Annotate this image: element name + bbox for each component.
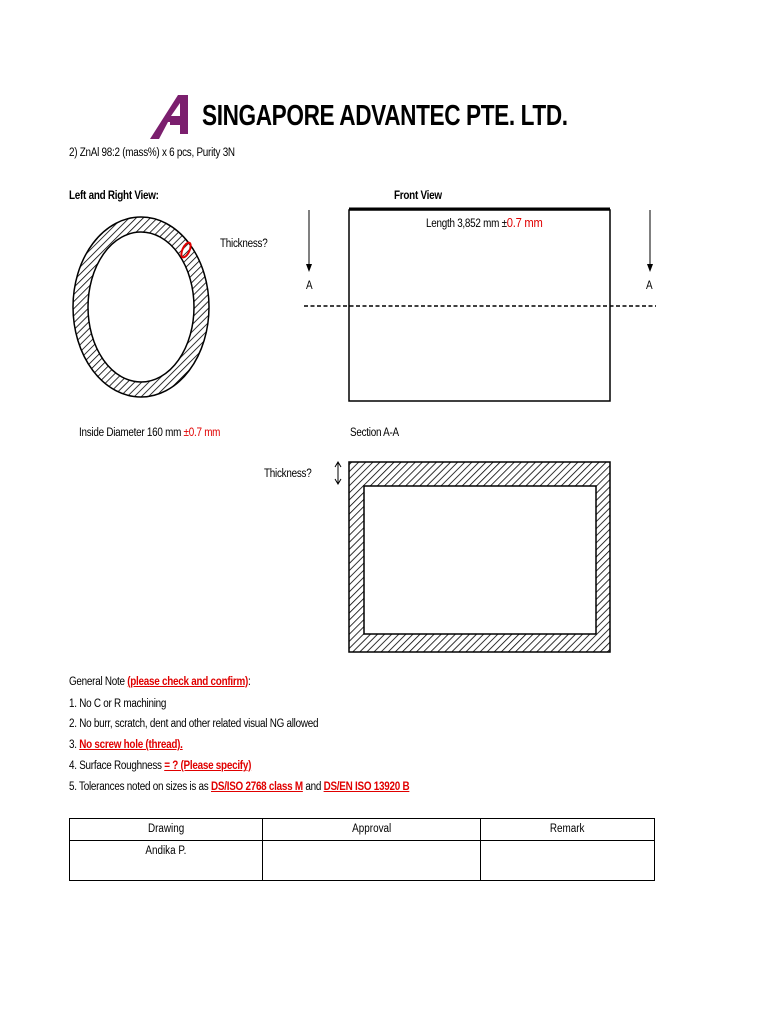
note-3-highlight: No screw hole (thread). <box>79 739 183 751</box>
thickness-label: Thickness? <box>220 238 268 250</box>
material-spec: 2) ZnAl 98:2 (mass%) x 6 pcs, Purity 3N <box>69 147 235 159</box>
thickness-double-arrow-icon <box>335 462 341 484</box>
note-3 <box>69 739 183 751</box>
section-arrow-left-icon <box>306 210 312 272</box>
length-tolerance: 0.7 mm <box>506 215 543 230</box>
section-title: Section A-A <box>350 427 399 439</box>
note-1: 1. No C or R machining <box>69 698 167 710</box>
inside-diameter-value: Inside Diameter 160 mm <box>79 427 182 439</box>
left-right-view-title: Left and Right View: <box>69 190 159 202</box>
header-drawing: Drawing <box>70 819 263 841</box>
note-4 <box>69 760 251 772</box>
section-marker-right: A <box>646 280 653 292</box>
section-marker-left: A <box>306 280 313 292</box>
note-5-standard-1: DS/ISO 2768 class M <box>210 781 303 793</box>
note-4-prefix: 4. Surface Roughness <box>69 760 162 772</box>
length-dimension <box>426 215 543 230</box>
note-heading-suffix: : <box>248 676 251 688</box>
front-view-title: Front View <box>394 190 442 202</box>
table-header-row <box>70 819 655 841</box>
section-thickness-label: Thickness? <box>264 468 312 480</box>
section-aa-drawing <box>349 462 610 652</box>
cell-approval <box>263 841 481 881</box>
note-heading-text: General Note <box>69 676 125 688</box>
ring-cross-section <box>73 217 209 397</box>
section-arrow-right-icon <box>647 210 653 272</box>
signoff-table <box>69 818 655 881</box>
header-remark: Remark <box>481 819 655 841</box>
company-name: SINGAPORE ADVANTEC PTE. LTD. <box>202 100 568 132</box>
length-value: Length 3,852 mm ± <box>426 218 507 230</box>
cell-remark <box>481 841 655 881</box>
inside-diameter <box>79 427 220 439</box>
general-note-heading <box>69 676 251 688</box>
header-approval: Approval <box>263 819 481 841</box>
note-2: 2. No burr, scratch, dent and other related visual NG allowed <box>69 718 319 730</box>
inside-diameter-tolerance: ±0.7 mm <box>183 427 221 439</box>
cell-drawing: Andika P. <box>70 841 263 881</box>
note-5 <box>69 781 409 793</box>
note-5-standard-2: DS/EN ISO 13920 B <box>323 781 410 793</box>
note-4-highlight: = ? (Please specify) <box>164 760 252 772</box>
table-row <box>70 841 655 881</box>
note-5-prefix: 5. Tolerances noted on sizes is as <box>69 781 209 793</box>
note-3-prefix: 3. <box>69 739 77 751</box>
front-view-rect <box>304 209 656 401</box>
note-5-and: and <box>305 781 322 793</box>
note-heading-highlight: (please check and confirm) <box>127 676 249 688</box>
